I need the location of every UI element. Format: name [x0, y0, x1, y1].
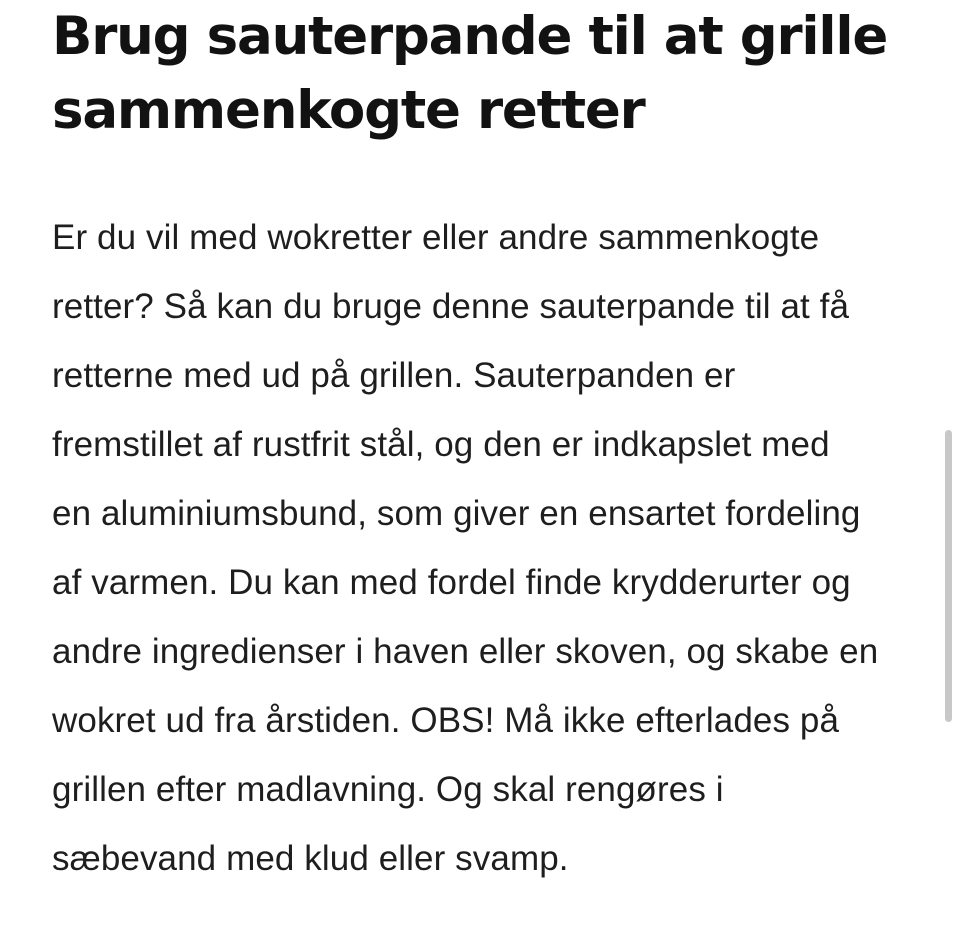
body-line: fremstillet af rustfrit stål, og den er indkapslet med — [52, 425, 830, 464]
scrollbar-thumb[interactable] — [945, 430, 952, 722]
body-line: af varmen. Du kan med fordel finde krydderurter og — [52, 563, 851, 602]
body-line: andre ingredienser i haven eller skoven, og skabe en — [52, 632, 879, 671]
body-line: Er du vil med wokretter eller andre sammenkogte — [52, 218, 820, 257]
heading-line: sammenkogte retter — [52, 80, 645, 141]
body-line: wokret ud fra årstiden. OBS! Må ikke efterlades på — [52, 701, 840, 740]
body-line: en aluminiumsbund, som giver en ensartet fordeling — [52, 494, 861, 533]
heading-line: Brug sauterpande til at grille — [52, 6, 888, 67]
article-body — [52, 203, 932, 893]
body-line: sæbevand med klud eller svamp. — [52, 839, 569, 878]
body-line: grillen efter madlavning. Og skal rengøres i — [52, 770, 724, 809]
body-line: retter? Så kan du bruge denne sauterpande til at få — [52, 287, 850, 326]
article-heading — [52, 0, 932, 148]
body-line: retterne med ud på grillen. Sauterpanden er — [52, 356, 736, 395]
